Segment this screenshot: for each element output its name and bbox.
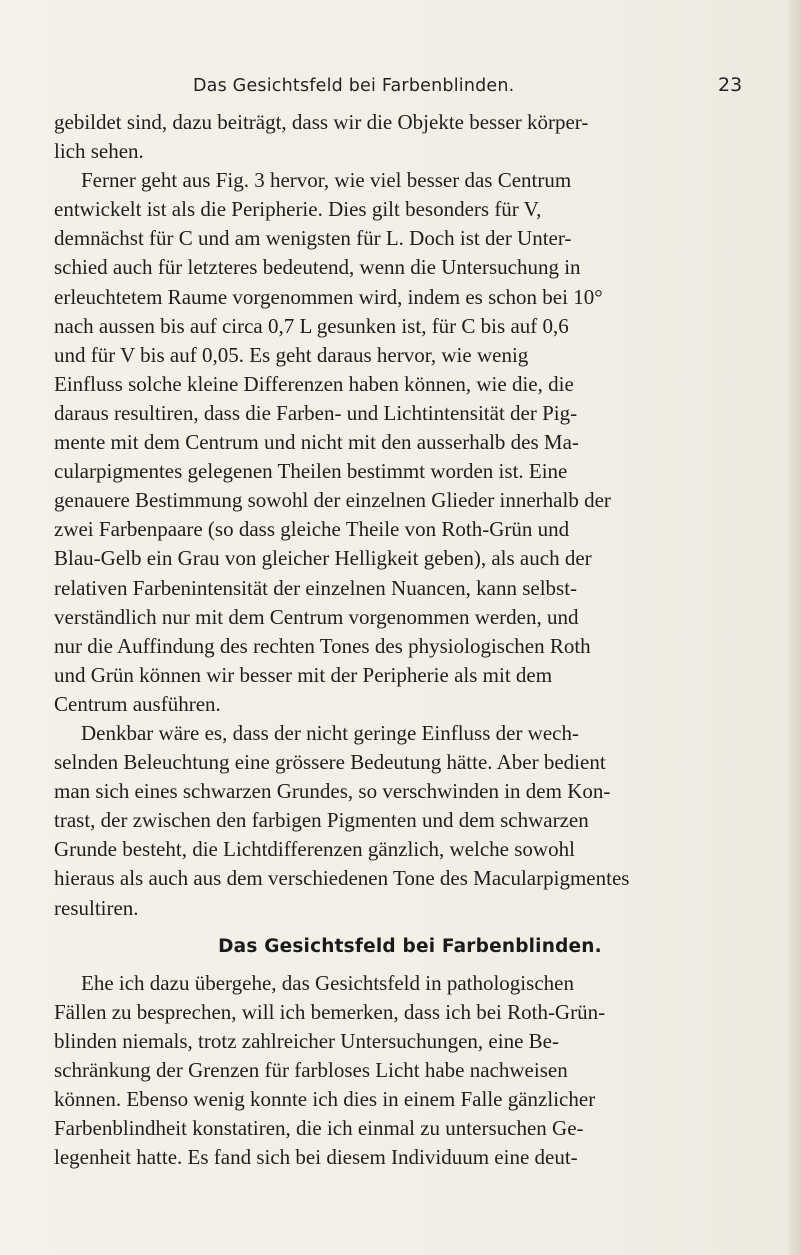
body-text <box>54 108 766 1172</box>
text-line: genauere Bestimmung sowohl der einzelnen Glieder innerhalb der <box>54 488 611 513</box>
text-line: und für V bis auf 0,05. Es geht daraus hervor, wie wenig <box>54 342 529 367</box>
page-edge <box>789 0 801 1255</box>
text-line: man sich eines schwarzen Grundes, so verschwinden in dem Kon- <box>54 779 611 804</box>
text-line: nach aussen bis auf circa 0,7 L gesunken ist, für C bis auf 0,6 <box>54 313 569 338</box>
text-line: Farbenblindheit konstatiren, die ich einmal zu untersuchen Ge- <box>54 1116 584 1141</box>
text-line: trast, der zwischen den farbigen Pigmenten und dem schwarzen <box>54 808 589 833</box>
text-line: Grunde besteht, die Lichtdifferenzen gänzlich, welche sowohl <box>54 837 575 862</box>
text-line: können. Ebenso wenig konnte ich dies in einem Falle gänzlicher <box>54 1087 596 1111</box>
text-line: gebildet sind, dazu beiträgt, dass wir die Objekte besser körper- <box>54 110 589 134</box>
text-line: schränkung der Grenzen für farbloses Licht habe nachweisen <box>54 1057 568 1082</box>
text-line: blinden niemals, trotz zahlreicher Untersuchungen, eine Be- <box>54 1028 559 1053</box>
text-line: entwickelt ist als die Peripherie. Dies gilt besonders für V, <box>54 197 542 222</box>
text-line: mente mit dem Centrum und nicht mit den ausserhalb des Ma- <box>54 430 579 455</box>
text-line: hieraus als auch aus dem verschiedenen Tone des Macularpigmentes <box>54 866 630 891</box>
text-line: resultiren. <box>54 895 139 920</box>
text-line: Ehe ich dazu übergehe, das Gesichtsfeld in pathologischen <box>81 970 574 995</box>
text-line: zwei Farbenpaare (so dass gleiche Theile von Roth-Grün und <box>54 517 570 542</box>
text-line: verständlich nur mit dem Centrum vorgenommen werden, und <box>54 604 579 629</box>
text-line: Fällen zu besprechen, will ich bemerken, dass ich bei Roth-Grün- <box>54 999 606 1024</box>
text-line: Einfluss solche kleine Differenzen haben können, wie die, die <box>54 371 574 396</box>
text-line: lich sehen. <box>54 139 144 164</box>
paragraph <box>54 108 766 166</box>
text-line: selnden Beleuchtung eine grössere Bedeutung hätte. Aber bedient <box>54 750 606 775</box>
text-line: demnächst für C und am wenigsten für L. Doch ist der Unter- <box>54 226 572 251</box>
text-line: daraus resultiren, dass die Farben- und Lichtintensität der Pig- <box>54 400 578 425</box>
text-line: und Grün können wir besser mit der Peripherie als mit dem <box>54 662 553 687</box>
text-line: erleuchtetem Raume vorgenommen wird, indem es schon bei 10° <box>54 284 603 309</box>
text-line: Centrum ausführen. <box>54 691 221 716</box>
text-line: schied auch für letzteres bedeutend, wenn die Untersuchung in <box>54 255 581 280</box>
text-line: Ferner geht aus Fig. 3 hervor, wie viel besser das Centrum <box>81 168 572 193</box>
text-line: nur die Auffindung des rechten Tones des physiologischen Roth <box>54 633 591 658</box>
running-header: Das Gesichtsfeld bei Farbenblinden. <box>193 76 515 96</box>
text-line: Denkbar wäre es, dass der nicht geringe Einfluss der wech- <box>81 720 579 745</box>
paragraph <box>54 969 766 1173</box>
paragraph <box>54 719 766 923</box>
text-line: Blau-Gelb ein Grau von gleicher Helligkeit geben), als auch der <box>54 546 592 571</box>
section-heading: Das Gesichtsfeld bei Farbenblinden. <box>218 935 602 957</box>
text-line: legenheit hatte. Es fand sich bei diesem Individuum eine deut- <box>54 1145 578 1170</box>
paragraph <box>54 166 766 719</box>
text-line: cularpigmentes gelegenen Theilen bestimmt worden ist. Eine <box>54 459 568 484</box>
text-line: relativen Farbenintensität der einzelnen Nuancen, kann selbst- <box>54 575 578 600</box>
page-number: 23 <box>718 74 743 96</box>
